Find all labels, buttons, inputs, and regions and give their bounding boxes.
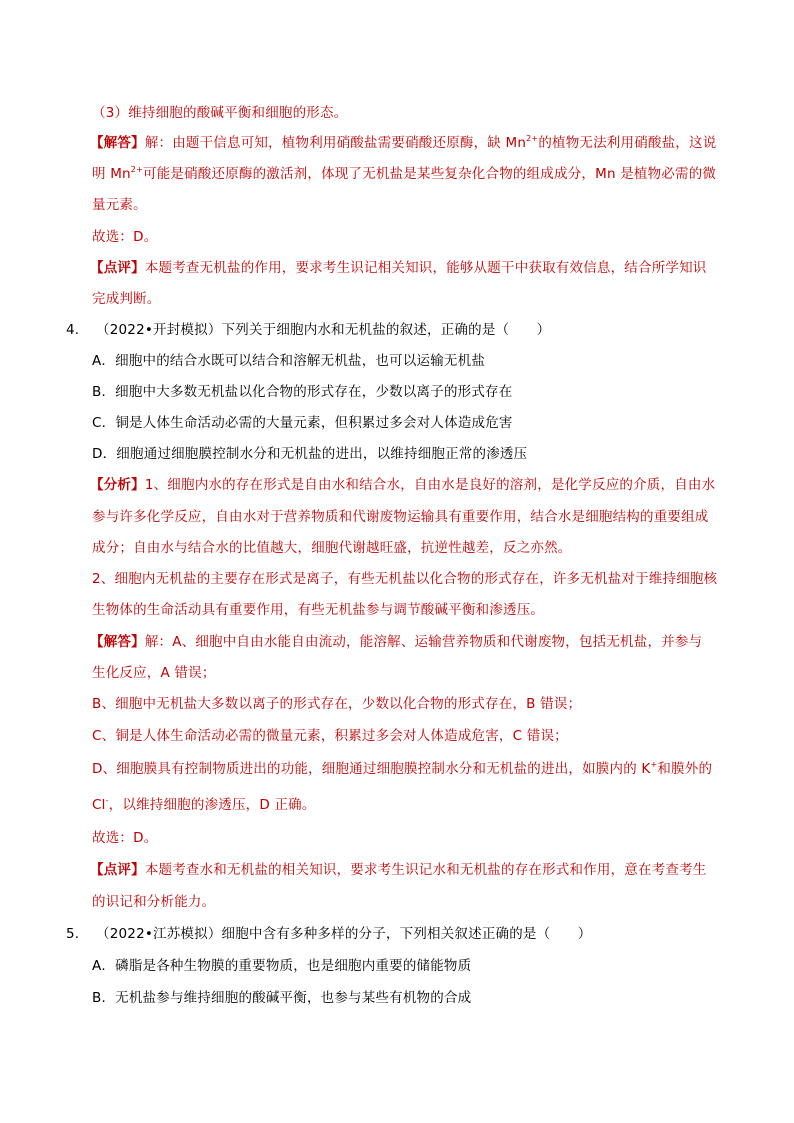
q4-answer-line-2: 生化反应，A 错误； — [92, 665, 216, 681]
question-4-option-b: B．细胞中大多数无机盐以化合物的形式存在，少数以离子的形式存在 — [92, 384, 513, 400]
prev-answer-line-2: 明 $Mn^{2+}$可能是硝酸还原酶的激活剂，体现了无机盐是某些复杂化合物的组成成分，Mn 是植物必需的微 — [92, 165, 717, 182]
question-number: 4. — [66, 322, 80, 338]
prev-answer-line-3: 量元素。 — [92, 197, 147, 213]
question-4-option-a: A．细胞中的结合水既可以结合和溶解无机盐，也可以运输无机盐 — [92, 353, 486, 369]
question-5-option-a: A．磷脂是各种生物膜的重要物质，也是细胞内重要的储能物质 — [92, 958, 472, 974]
prev-item-3: （3）维持细胞的酸碱平衡和细胞的形态。 — [92, 105, 348, 121]
question-4-option-c: C．铜是人体生命活动必需的大量元素，但积累过多会对人体造成危害 — [92, 415, 513, 431]
answer-tag: 【解答】 — [90, 634, 145, 650]
q4-answer-line-6: Cl-，以维持细胞的渗透压，D 正确。 — [92, 796, 316, 813]
q4-comment-line-2: 的识记和分析能力。 — [92, 894, 216, 910]
answer-tag: 【解答】 — [90, 135, 145, 151]
analysis-tag: 【分析】 — [90, 477, 145, 493]
q4-analysis-line-5: 生物体的生命活动具有重要作用，有些无机盐参与调节酸碱平衡和渗透压。 — [92, 602, 545, 618]
question-5-stem: 5. （2022•江苏模拟）细胞中含有多种多样的分子，下列相关叙述正确的是（ ） — [66, 926, 592, 942]
q4-answer-line-1: 【解答】解：A、细胞中自由水能自由流动，能溶解、运输营养物质和代谢废物，包括无机盐，并参与 — [90, 634, 703, 650]
q4-answer-line-3: B、细胞中无机盐大多数以离子的形式存在，少数以化合物的形式存在，B 错误； — [92, 696, 582, 712]
question-4-option-d: D．细胞通过细胞膜控制水分和无机盐的进出，以维持细胞正常的渗透压 — [92, 446, 528, 462]
comment-tag: 【点评】 — [90, 862, 145, 878]
question-4-stem: 4. （2022•开封模拟）下列关于细胞内水和无机盐的叙述，正确的是（ ） — [66, 322, 551, 338]
comment-tag: 【点评】 — [90, 260, 145, 276]
prev-choice: 故选：D。 — [92, 229, 158, 245]
prev-comment-line-1: 【点评】本题考查无机盐的作用，要求考生识记相关知识，能够从题干中获取有效信息，结合所学知识 — [90, 260, 707, 276]
q4-analysis-line-4: 2、细胞内无机盐的主要存在形式是离子，有些无机盐以化合物的形式存在，许多无机盐对于维持细胞核 — [92, 571, 718, 587]
q4-analysis-line-1: 【分析】1、细胞内水的存在形式是自由水和结合水，自由水是良好的溶剂，是化学反应的介质，自由水 — [90, 477, 716, 493]
q4-analysis-line-3: 成分；自由水与结合水的比值越大，细胞代谢越旺盛，抗逆性越差，反之亦然。 — [92, 540, 572, 556]
q4-comment-line-1: 【点评】本题考查水和无机盐的相关知识，要求考生识记水和无机盐的存在形式和作用，意在考查考生 — [90, 862, 707, 878]
prev-answer-line-1: 【解答】解：由题干信息可知，植物利用硝酸盐需要硝酸还原酶，缺 $Mn^{2+}$的植物无法利用硝酸盐，这说 — [90, 134, 717, 151]
prev-comment-line-2: 完成判断。 — [92, 291, 161, 307]
q4-answer-line-5: D、细胞膜具有控制物质进出的功能，细胞通过细胞膜控制水分和无机盐的进出，如膜内的 K+和膜外的 — [92, 760, 713, 777]
q4-answer-line-4: C、铜是人体生命活动必需的微量元素，积累过多会对人体造成危害，C 错误； — [92, 728, 568, 744]
q4-choice: 故选：D。 — [92, 830, 158, 846]
q4-analysis-line-2: 参与许多化学反应，自由水对于营养物质和代谢废物运输具有重要作用，结合水是细胞结构的重要组成 — [92, 509, 709, 525]
question-number: 5. — [66, 926, 80, 942]
question-5-option-b: B．无机盐参与维持细胞的酸碱平衡，也参与某些有机物的合成 — [92, 990, 472, 1006]
